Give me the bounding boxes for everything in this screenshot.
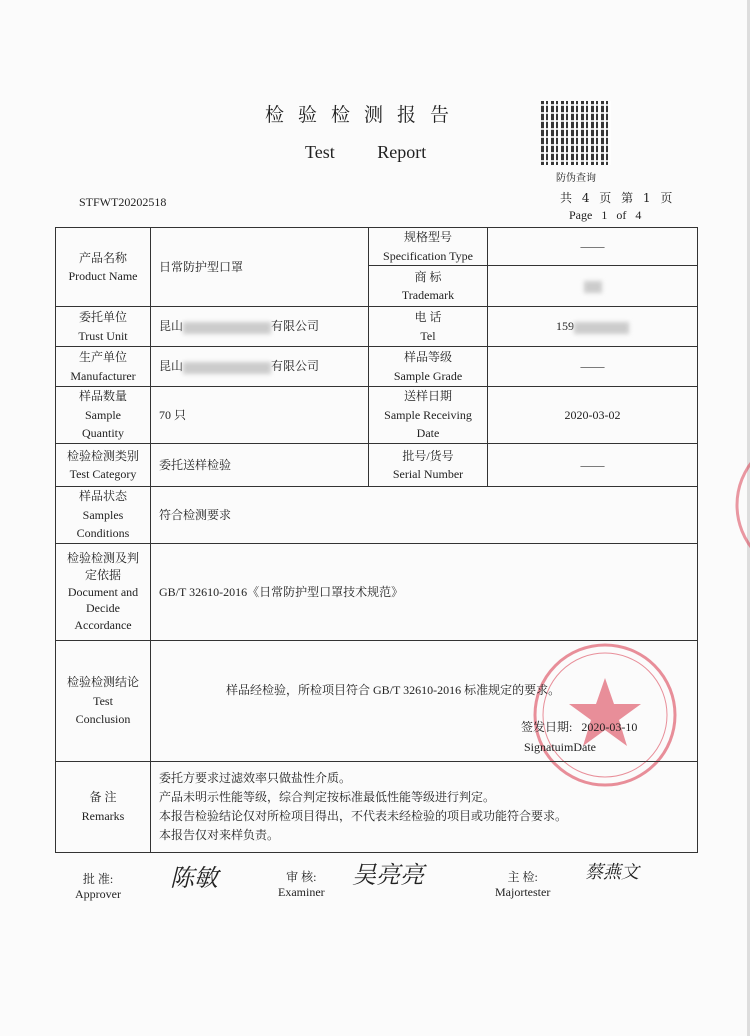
category-label: 检验检测类别 Test Category [56, 444, 151, 487]
grade-value: —— [488, 347, 698, 387]
conclusion-cell [151, 640, 698, 761]
remark-line: 本报告仅对来样负责。 [159, 828, 280, 843]
manufacturer-label: 生产单位 Manufacturer [56, 347, 151, 387]
approver-label: 批 准: Approver [75, 872, 121, 901]
title-en: Test Report [305, 142, 427, 162]
serial-value: —— [488, 444, 698, 487]
title-cn: 检验检测报告 [265, 104, 464, 126]
tel-label: 电 话 Tel [369, 307, 488, 347]
tester-signature: 蔡燕文 [585, 862, 639, 883]
receiving-date-label: 送样日期 Sample Receiving Date [369, 387, 488, 444]
spec-value: —— [488, 228, 698, 266]
tel-value: 159 [488, 307, 698, 347]
quantity-value: 70 只 [151, 387, 369, 444]
sign-date: 签发日期: 2020-03-10 [521, 719, 638, 734]
examiner-label: 审 核: Examiner [278, 870, 325, 899]
conclusion-text: 样品经检验，所检项目符合 GB/T 32610-2016 标准规定的要求。 [226, 682, 561, 697]
document-label: 检验检测及判 定依据 Document and Decide Accordance [56, 543, 151, 640]
condition-label: 样品状态 Samples Conditions [56, 487, 151, 544]
serial-label: 批号/货号 Serial Number [369, 444, 488, 487]
trust-unit-value: 昆山 有限公司 [151, 307, 369, 347]
trust-unit-label: 委托单位 Trust Unit [56, 307, 151, 347]
trademark-label: 商 标 Trademark [369, 266, 488, 307]
qr-label: 防伪查询 [556, 173, 596, 184]
report-table [55, 227, 698, 853]
page-count-en: Page 1 of 4 [569, 208, 642, 222]
partial-seal-stamp [732, 430, 750, 580]
remark-line: 委托方要求过滤效率只做盐性介质。 [159, 770, 352, 785]
report-number: STFWT20202518 [79, 195, 167, 209]
receiving-date-value: 2020-03-02 [488, 387, 698, 444]
grade-label: 样品等级 Sample Grade [369, 347, 488, 387]
quantity-label: 样品数量 Sample Quantity [56, 387, 151, 444]
product-name-value: 日常防护型口罩 [151, 228, 369, 307]
remark-line: 产品未明示性能等级，综合判定按标准最低性能等级进行判定。 [159, 789, 496, 804]
tester-label: 主 检: Majortester [495, 870, 551, 899]
remarks-value [151, 761, 698, 852]
approver-signature: 陈敏 [170, 864, 218, 892]
document-value: GB/T 32610-2016《日常防护型口罩技术规范》 [151, 543, 698, 640]
redacted-trademark [584, 281, 602, 293]
remark-line: 本报告检验结论仅对所检项目得出，不代表未经检验的项目或功能符合要求。 [159, 808, 568, 823]
condition-value: 符合检测要求 [151, 487, 698, 544]
product-name-label: 产品名称 Product Name [56, 228, 151, 307]
manufacturer-value: 昆山 有限公司 [151, 347, 369, 387]
qr-code-icon [541, 101, 611, 165]
category-value: 委托送样检验 [151, 444, 369, 487]
spec-label: 规格型号 Specification Type [369, 228, 488, 266]
sign-date-label-en: SignatuimDate [524, 739, 596, 754]
remarks-label: 备 注 Remarks [56, 761, 151, 852]
examiner-signature: 吴亮亮 [352, 861, 424, 889]
trademark-value [488, 266, 698, 307]
conclusion-label: 检验检测结论 Test Conclusion [56, 640, 151, 761]
page-count-cn: 共 4 页 第 1 页 [560, 191, 673, 205]
